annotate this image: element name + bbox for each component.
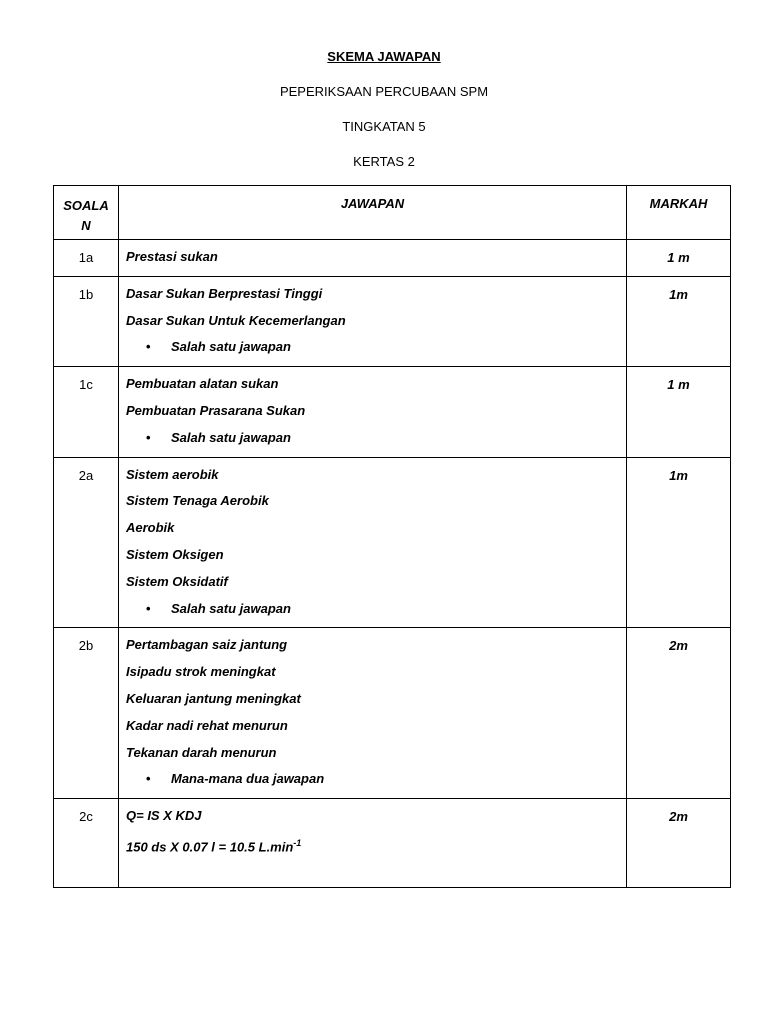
answer-line: Tekanan darah menurun (126, 744, 277, 760)
answer-cell (119, 628, 627, 799)
exam-name: PEPERIKSAAN PERCUBAAN SPM (279, 84, 489, 99)
mark-cell: 2m (627, 799, 731, 888)
table-row (54, 367, 731, 457)
answer-line: Pembuatan alatan sukan (126, 376, 279, 392)
answer-line: Sistem Oksigen (126, 546, 224, 562)
answer-scheme-table (53, 185, 731, 888)
table-row (54, 628, 731, 799)
question-number: 1b (54, 276, 119, 366)
paper-number: KERTAS 2 (353, 154, 415, 169)
answer-note-text: Salah satu jawapan (171, 600, 291, 616)
answer-line: Prestasi sukan (126, 249, 218, 264)
mark-cell: 1 m (627, 240, 731, 277)
answer-line: Aerobik (126, 520, 175, 536)
answer-cell (119, 457, 627, 628)
answer-line: Isipadu strok meningkat (126, 664, 276, 680)
answer-line: Keluaran jantung meningkat (126, 690, 301, 706)
mark-cell: 1m (627, 276, 731, 366)
header-soalan-line1: SOALA (63, 198, 109, 213)
answer-note-text: Salah satu jawapan (171, 339, 291, 355)
table-row (54, 240, 731, 277)
document-title: SKEMA JAWAPAN (327, 49, 441, 64)
mark-cell: 1m (627, 457, 731, 628)
answer-note (126, 339, 620, 366)
form-level: TINGKATAN 5 (342, 119, 426, 134)
table-row (54, 457, 731, 628)
question-number: 2b (54, 628, 119, 799)
answer-line: Q= IS X KDJ (126, 808, 202, 824)
answer-line: Dasar Sukan Berprestasi Tinggi (126, 285, 323, 301)
question-number: 2c (54, 799, 119, 888)
header-jawapan: JAWAPAN (119, 186, 627, 240)
question-number: 1a (54, 240, 119, 277)
answer-cell (119, 367, 627, 457)
answer-line: Pembuatan Prasarana Sukan (126, 402, 306, 418)
answer-note (126, 430, 620, 457)
answer-cell (119, 240, 627, 277)
mark-cell: 2m (627, 628, 731, 799)
answer-note-text: Salah satu jawapan (171, 429, 291, 445)
answer-line: Pertambagan saiz jantung (126, 637, 288, 653)
answer-formula-exponent: -1 (293, 837, 302, 848)
header-markah: MARKAH (627, 186, 731, 240)
header-soalan-line2: N (81, 218, 91, 233)
answer-formula-line (126, 835, 620, 862)
bullet-icon: • (146, 771, 151, 787)
answer-line: Sistem Oksidatif (126, 573, 228, 589)
answer-note-text: Mana-mana dua jawapan (171, 771, 325, 787)
answer-cell (119, 276, 627, 366)
answer-formula-text: 150 ds X 0.07 l = 10.5 L.min (126, 839, 294, 855)
answer-note (126, 601, 620, 628)
answer-cell (119, 799, 627, 888)
question-number: 2a (54, 457, 119, 628)
bullet-icon: • (146, 339, 151, 355)
table-row (54, 276, 731, 366)
answer-line: Kadar nadi rehat menurun (126, 717, 288, 733)
bullet-icon: • (146, 600, 151, 616)
answer-note (126, 771, 620, 798)
bullet-icon: • (146, 429, 151, 445)
answer-line: Sistem Tenaga Aerobik (126, 493, 269, 509)
question-number: 1c (54, 367, 119, 457)
answer-line: Sistem aerobik (126, 466, 219, 482)
answer-line: Dasar Sukan Untuk Kecemerlangan (126, 312, 346, 328)
header-soalan (54, 186, 119, 240)
table-row (54, 799, 731, 888)
table-header-row (54, 186, 731, 240)
mark-cell: 1 m (627, 367, 731, 457)
